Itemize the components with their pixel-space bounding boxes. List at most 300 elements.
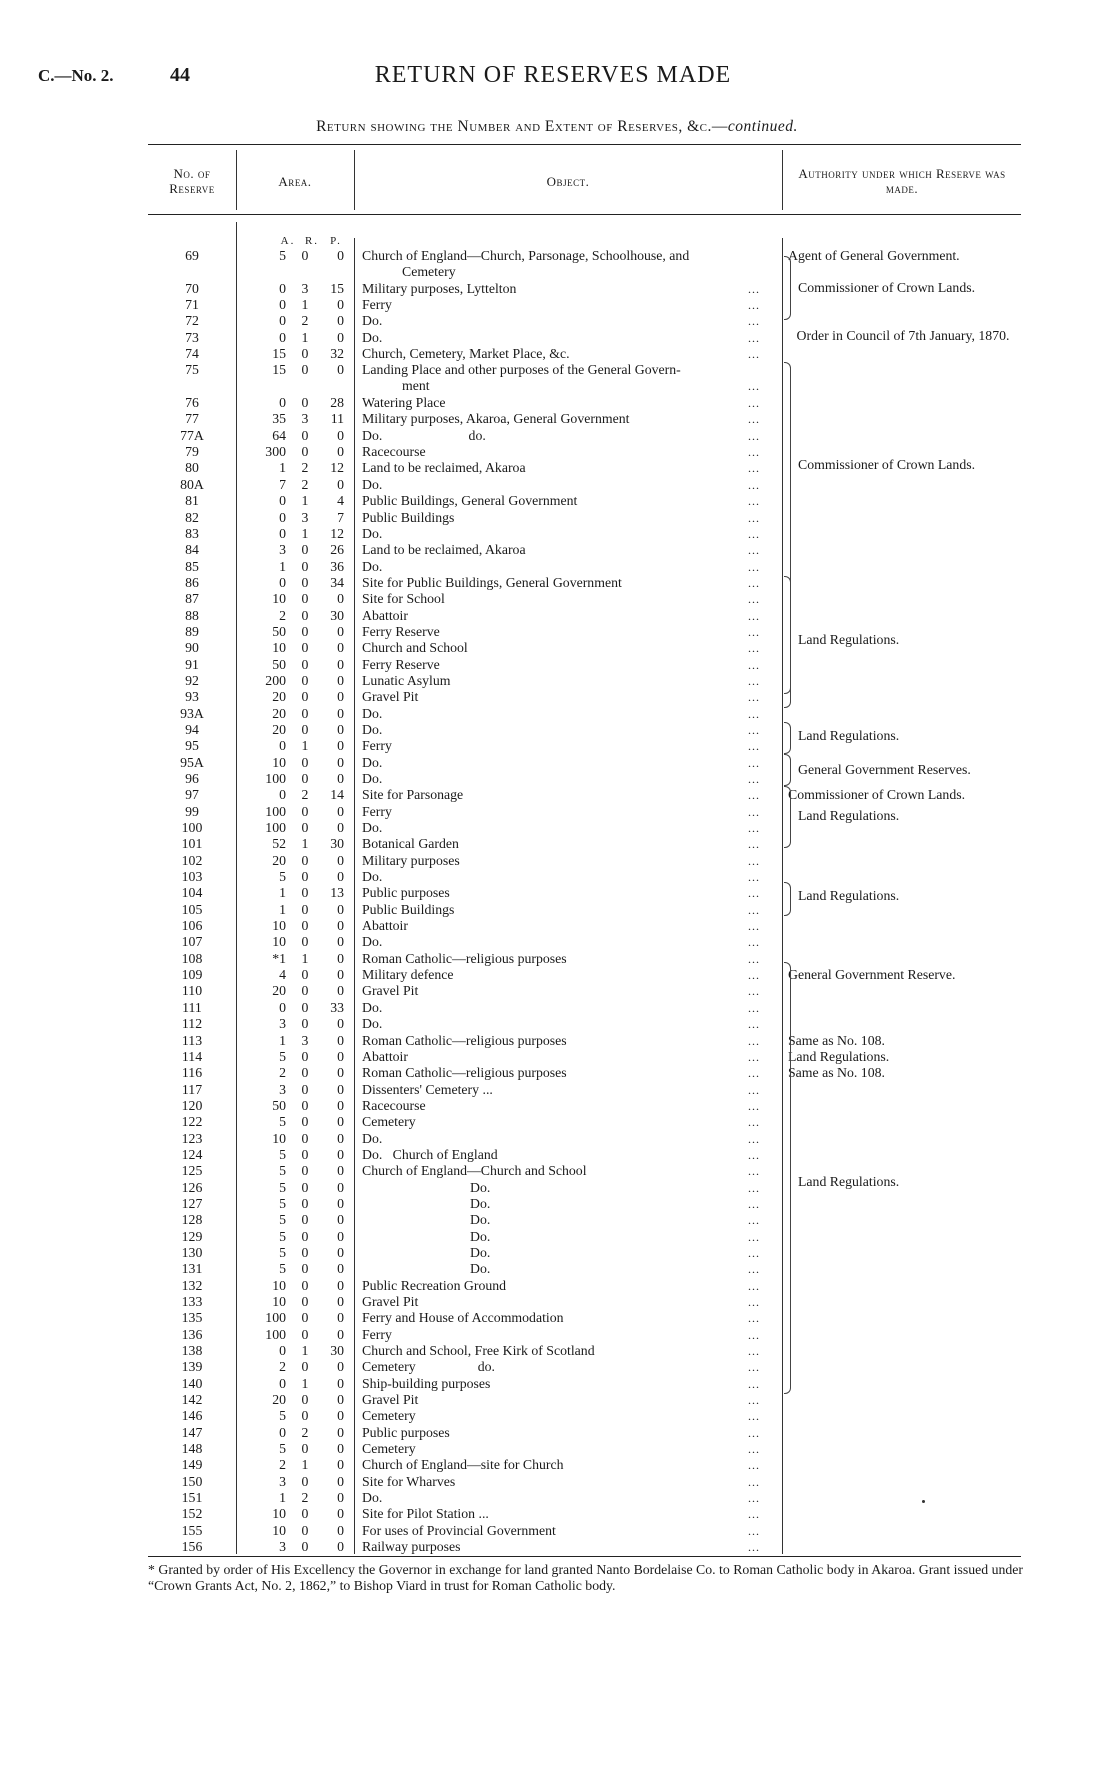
- reserve-object-text: Ferry: [362, 803, 392, 819]
- area-perches: 0: [337, 1130, 344, 1146]
- area-acres: 0: [279, 574, 286, 590]
- grouping-brace: [784, 962, 791, 1394]
- area-acres: 0: [279, 329, 286, 345]
- reserve-object-text: Military purposes, Lyttelton: [362, 280, 517, 296]
- area-perches: 0: [337, 1048, 344, 1064]
- area-acres: 0: [279, 280, 286, 296]
- area-acres: 20: [272, 721, 286, 737]
- area-perches: 13: [330, 885, 344, 901]
- reserve-number: 132: [181, 1277, 203, 1293]
- reserve-object: [362, 1033, 770, 1049]
- reserve-authority: General Government Reserve.: [788, 967, 956, 983]
- grouping-brace: [784, 722, 791, 754]
- table-row: [0, 1261, 1114, 1277]
- reserve-number: 73: [185, 329, 199, 345]
- reserve-number: 123: [181, 1130, 203, 1146]
- area-acres: 15: [272, 346, 286, 362]
- reserve-number: 120: [181, 1097, 203, 1113]
- table-row: [0, 1196, 1114, 1212]
- reserve-object-text: Military purposes: [362, 852, 460, 868]
- area-roods: 1: [301, 297, 309, 313]
- area-units: [276, 235, 348, 247]
- reserve-authority: Same as No. 108.: [788, 1065, 885, 1081]
- table-row: [0, 1016, 1114, 1032]
- reserve-number: 76: [185, 395, 199, 411]
- leader-dots: ...: [748, 853, 760, 868]
- reserve-number: 102: [181, 852, 203, 868]
- area-roods: 2: [301, 1490, 309, 1506]
- area-perches: 0: [337, 1195, 344, 1211]
- area-acres: 10: [272, 591, 286, 607]
- reserve-object: [362, 934, 770, 950]
- area-perches: 0: [337, 1244, 344, 1260]
- reserve-object-text: Gravel Pit: [362, 983, 419, 999]
- area-perches: 0: [337, 1408, 344, 1424]
- leader-dots: ...: [748, 706, 760, 721]
- reserve-number: 149: [181, 1457, 203, 1473]
- reserve-object-text: Do.: [362, 558, 383, 574]
- reserve-object: [362, 1425, 770, 1441]
- reserve-object: [362, 1114, 770, 1130]
- table-row: [0, 297, 1114, 313]
- area-perches: 12: [330, 525, 344, 541]
- reserve-object: [362, 706, 770, 722]
- area-roods: 0: [301, 705, 309, 721]
- table-top-rule: [148, 144, 1021, 145]
- leader-dots: ...: [748, 1474, 760, 1489]
- area-acres: 15: [272, 362, 286, 378]
- area-acres: 20: [272, 852, 286, 868]
- table-row: [0, 1245, 1114, 1261]
- reserve-object-text: Botanical Garden: [362, 836, 459, 852]
- reserve-number: 140: [181, 1375, 203, 1391]
- area-acres: 10: [272, 754, 286, 770]
- reserve-object: [362, 787, 770, 803]
- reserve-number: 95A: [180, 754, 204, 770]
- area-perches: 0: [337, 754, 344, 770]
- reserve-number: 126: [181, 1179, 203, 1195]
- area-perches: 0: [337, 1424, 344, 1440]
- area-perches: 4: [337, 493, 344, 509]
- reserve-number: 130: [181, 1244, 203, 1260]
- reserve-object-text: Do.: [362, 820, 383, 836]
- reserve-object: [362, 1506, 770, 1522]
- area-roods: 0: [301, 1277, 309, 1293]
- area-acres: 200: [265, 672, 286, 688]
- reserve-object: [362, 1212, 770, 1228]
- grouping-brace: [784, 576, 791, 708]
- area-perches: 0: [337, 476, 344, 492]
- reserve-number: 109: [181, 967, 203, 983]
- reserve-object-text: Do. do.: [362, 427, 486, 443]
- reserve-object: [362, 689, 770, 705]
- reserve-object-text: Ferry and House of Accommodation: [362, 1310, 564, 1326]
- area-acres: 0: [279, 1343, 286, 1359]
- area-perches: 36: [330, 558, 344, 574]
- area-roods: 0: [301, 607, 309, 623]
- reserve-object-text: Site for Public Buildings, General Government: [362, 574, 622, 590]
- table-row: [0, 248, 1114, 281]
- area-acres: 5: [279, 1408, 286, 1424]
- area-acres: 100: [265, 771, 286, 786]
- reserve-object-text: For uses of Provincial Government: [362, 1522, 556, 1538]
- reserve-number: 81: [185, 493, 199, 509]
- area-roods: 0: [301, 444, 309, 460]
- area-perches: 7: [337, 509, 344, 525]
- reserve-object: [362, 1523, 770, 1539]
- reserve-object: [362, 281, 770, 297]
- leader-dots: ...: [748, 526, 760, 541]
- table-row: [0, 820, 1114, 836]
- area-perches: 0: [337, 1457, 344, 1473]
- reserve-number: 133: [181, 1294, 203, 1309]
- area-perches: 0: [337, 313, 344, 329]
- authority-group-label: Land Regulations.: [798, 1174, 900, 1189]
- leader-dots: ...: [748, 1082, 760, 1097]
- reserve-object: [362, 1163, 770, 1179]
- authority-group-label: Land Regulations.: [798, 808, 900, 823]
- table-row: [0, 559, 1114, 575]
- area-perches: 0: [337, 967, 344, 983]
- area-roods: 0: [301, 1212, 309, 1228]
- area-roods: 0: [301, 1359, 309, 1375]
- table-row: [0, 934, 1114, 950]
- reserve-object: [362, 444, 770, 460]
- reserve-number: 70: [185, 280, 199, 296]
- reserve-number: 139: [181, 1359, 203, 1375]
- reserve-object: [362, 1294, 770, 1310]
- reserve-object: [362, 1359, 770, 1375]
- area-perches: 28: [330, 395, 344, 411]
- reserve-object-text: Watering Place: [362, 395, 446, 411]
- reserve-number: 89: [185, 623, 199, 639]
- area-perches: 0: [337, 297, 344, 313]
- area-perches: 0: [337, 950, 344, 966]
- table-row: [0, 591, 1114, 607]
- reserve-object: [362, 1539, 770, 1555]
- print-speck: [922, 1500, 925, 1503]
- leader-dots: ...: [748, 298, 760, 313]
- area-acres: 50: [272, 656, 286, 672]
- reserve-object: [362, 967, 770, 983]
- leader-dots: ...: [748, 837, 760, 852]
- area-acres: 35: [272, 411, 286, 427]
- area-roods: 0: [301, 918, 309, 934]
- table-row: [0, 983, 1114, 999]
- reserve-number: 155: [181, 1522, 203, 1538]
- area-acres: 10: [272, 934, 286, 950]
- reserve-object: [362, 510, 770, 526]
- area-acres: 0: [279, 787, 286, 803]
- leader-dots: ...: [748, 314, 760, 329]
- leader-dots: ...: [748, 412, 760, 427]
- leader-dots: ...: [748, 1442, 760, 1457]
- reserve-object: [362, 836, 770, 852]
- reserve-object: [362, 885, 770, 901]
- table-row: [0, 526, 1114, 542]
- leader-dots: ...: [748, 935, 760, 950]
- unit-perches: P.: [330, 235, 342, 247]
- authority-group-label: Land Regulations.: [798, 728, 900, 743]
- table-row: [0, 1163, 1114, 1179]
- reserve-object-text: Do.: [470, 1179, 491, 1195]
- reserve-number: 125: [181, 1163, 203, 1179]
- column-header-authority: Authority under which Reserve was made.: [798, 166, 1006, 196]
- area-perches: 0: [337, 362, 344, 378]
- reserve-number: 94: [185, 721, 199, 737]
- reserve-object-text: Public purposes: [362, 885, 450, 901]
- reserve-object-text: Do.: [362, 934, 383, 950]
- reserve-object-text: Do.: [362, 754, 383, 770]
- table-row: [0, 1474, 1114, 1490]
- area-roods: 1: [301, 950, 309, 966]
- leader-dots: ...: [748, 1196, 760, 1211]
- reserve-object-text: Do.: [362, 721, 383, 737]
- table-row: [0, 706, 1114, 722]
- table-row: [0, 738, 1114, 754]
- reserve-number: 105: [181, 901, 203, 917]
- area-roods: 0: [301, 934, 309, 950]
- page-title: RETURN OF RESERVES MADE: [374, 62, 732, 88]
- leader-dots: ...: [748, 690, 760, 705]
- area-acres: 5: [279, 869, 286, 885]
- area-acres: 0: [279, 395, 286, 411]
- reserve-number: 95: [185, 738, 199, 754]
- reserve-number: 124: [181, 1146, 203, 1162]
- grouping-brace: [784, 882, 791, 916]
- table-row: [0, 346, 1114, 362]
- area-perches: 15: [330, 280, 344, 296]
- area-roods: 0: [301, 362, 309, 378]
- area-roods: 0: [301, 1261, 309, 1277]
- area-roods: 3: [301, 1032, 309, 1048]
- reserve-number: 110: [181, 983, 203, 999]
- reserve-object: [362, 853, 770, 869]
- reserve-object-text: Abattoir: [362, 1048, 408, 1064]
- table-row: [0, 1049, 1114, 1065]
- reserve-object-text: Ferry: [362, 1326, 392, 1342]
- area-roods: 0: [301, 1326, 309, 1342]
- table-row: [0, 1278, 1114, 1294]
- area-roods: 1: [301, 1457, 309, 1473]
- area-perches: 0: [337, 1441, 344, 1457]
- reserve-object: [362, 869, 770, 885]
- reserve-object: [362, 722, 770, 738]
- table-row: [0, 395, 1114, 411]
- reserve-number: 80A: [180, 476, 204, 492]
- table-row: [0, 689, 1114, 705]
- reserve-object-text: Church and School: [362, 640, 468, 656]
- area-roods: 2: [301, 313, 309, 329]
- reserve-object-text: Do.: [362, 1130, 383, 1146]
- reserve-object-text: Lunatic Asylum: [362, 672, 451, 688]
- area-acres: 0: [279, 525, 286, 541]
- reserve-object-text: Church and School, Free Kirk of Scotland: [362, 1343, 595, 1359]
- area-perches: 0: [337, 1310, 344, 1326]
- reserve-object-continuation: Cemetery: [402, 264, 456, 279]
- leader-dots: ...: [748, 559, 760, 574]
- reserve-object-text: Church of England—Church and School: [362, 1163, 587, 1179]
- reserve-number: 101: [181, 836, 203, 852]
- reserve-object-text: Do.: [470, 1244, 491, 1260]
- reserve-number: 117: [181, 1081, 203, 1097]
- area-perches: 0: [337, 1097, 344, 1113]
- area-acres: 1: [279, 460, 286, 476]
- area-perches: 0: [337, 1392, 344, 1408]
- reserve-number: 103: [181, 869, 203, 885]
- reserve-object: [362, 902, 770, 918]
- leader-dots: ...: [748, 1115, 760, 1130]
- leader-dots: ...: [748, 1409, 760, 1424]
- leader-dots: ...: [748, 1278, 760, 1293]
- area-perches: 0: [337, 705, 344, 721]
- authority-group-label: Land Regulations.: [798, 632, 900, 647]
- area-roods: 0: [301, 852, 309, 868]
- leader-dots: ...: [748, 461, 760, 476]
- area-roods: 0: [301, 1130, 309, 1146]
- area-perches: 0: [337, 1359, 344, 1375]
- leader-dots: ...: [748, 1360, 760, 1375]
- leader-dots: ...: [748, 984, 760, 999]
- leader-dots: ...: [748, 788, 760, 803]
- area-acres: 5: [279, 1212, 286, 1228]
- leader-dots: ...: [748, 1213, 760, 1228]
- reserve-object: [362, 624, 770, 640]
- reserve-number: 91: [185, 656, 199, 672]
- reserve-object: [362, 411, 770, 427]
- reserve-object-text: Do.: [362, 476, 383, 492]
- area-perches: 30: [330, 607, 344, 623]
- reserve-object: [362, 1229, 770, 1245]
- reserve-number: 148: [181, 1441, 203, 1457]
- area-acres: 0: [279, 1424, 286, 1440]
- table-row: [0, 428, 1114, 444]
- reserve-object-text: Public purposes: [362, 1424, 450, 1440]
- area-roods: 1: [301, 1343, 309, 1359]
- area-acres: 50: [272, 623, 286, 639]
- leader-dots: ...: [748, 673, 760, 688]
- reserve-object: [362, 1196, 770, 1212]
- area-perches: 0: [337, 1473, 344, 1489]
- area-roods: 0: [301, 1441, 309, 1457]
- reserve-object: [362, 248, 770, 280]
- leader-dots: ...: [748, 428, 760, 443]
- area-perches: 0: [337, 1490, 344, 1506]
- reserve-number: 80: [185, 460, 199, 476]
- reserve-object: [362, 1457, 770, 1473]
- area-roods: 0: [301, 885, 309, 901]
- area-perches: 0: [337, 427, 344, 443]
- leader-dots: ...: [748, 722, 760, 737]
- table-subtitle: [0, 118, 1114, 136]
- reserve-object: [362, 1016, 770, 1032]
- subtitle-continued: continued.: [727, 118, 798, 135]
- table-row: [0, 787, 1114, 803]
- area-perches: 0: [337, 689, 344, 705]
- area-acres: 7: [279, 476, 286, 492]
- table-row: [0, 967, 1114, 983]
- area-roods: 0: [301, 656, 309, 672]
- reserve-object: [362, 1474, 770, 1490]
- area-perches: 0: [337, 901, 344, 917]
- area-roods: 0: [301, 1506, 309, 1522]
- reserve-object-text: Do.: [470, 1195, 491, 1211]
- reserve-object-text: Do.: [470, 1228, 491, 1244]
- unit-roods: R.: [304, 235, 320, 247]
- reserve-object: [362, 395, 770, 411]
- area-roods: 0: [301, 427, 309, 443]
- reserve-object: [362, 1310, 770, 1326]
- reserve-number: 146: [181, 1408, 203, 1424]
- area-roods: 0: [301, 248, 309, 263]
- reserve-object: [362, 1180, 770, 1196]
- table-row: [0, 1114, 1114, 1130]
- area-acres: 5: [279, 1179, 286, 1195]
- table-row: [0, 1082, 1114, 1098]
- reserve-object-text: Ship-building purposes: [362, 1375, 491, 1391]
- area-acres: 20: [272, 1392, 286, 1408]
- area-roods: 0: [301, 1048, 309, 1064]
- leader-dots: ...: [748, 821, 760, 836]
- area-perches: 0: [337, 1261, 344, 1277]
- area-acres: 0: [279, 509, 286, 525]
- table-row: [0, 1294, 1114, 1310]
- reserve-object-text: Railway purposes: [362, 1539, 461, 1555]
- area-perches: 0: [337, 934, 344, 950]
- area-acres: 4: [279, 967, 286, 983]
- table-row: [0, 640, 1114, 656]
- reserve-object: [362, 362, 770, 394]
- reserve-number: 72: [185, 313, 199, 329]
- table-row: [0, 1506, 1114, 1522]
- area-acres: 3: [279, 1539, 286, 1555]
- table-row: [0, 493, 1114, 509]
- reserve-object-text: Roman Catholic—religious purposes: [362, 950, 567, 966]
- leader-dots: ...: [748, 1327, 760, 1342]
- reserve-object-text: Public Buildings: [362, 901, 455, 917]
- leader-dots: ...: [748, 281, 760, 296]
- area-roods: 0: [301, 820, 309, 836]
- page-number: 44: [170, 64, 190, 86]
- table-row: [0, 608, 1114, 624]
- reserve-number: 100: [181, 820, 203, 836]
- page-header: [38, 62, 1068, 96]
- reserve-number: 97: [185, 787, 199, 803]
- reserve-object-text: Do.: [362, 771, 383, 786]
- area-perches: 0: [337, 329, 344, 345]
- reserve-object-text: Racecourse: [362, 1097, 426, 1113]
- leader-dots: ...: [748, 477, 760, 492]
- reserve-number: 84: [185, 542, 199, 558]
- leader-dots: ...: [748, 510, 760, 525]
- leader-dots: ...: [748, 624, 760, 639]
- area-roods: 1: [301, 1375, 309, 1391]
- reserve-object-text: Do.: [470, 1212, 491, 1228]
- reserve-object: [362, 1392, 770, 1408]
- area-acres: 10: [272, 1522, 286, 1538]
- area-perches: 0: [337, 444, 344, 460]
- area-roods: 0: [301, 1228, 309, 1244]
- area-acres: 100: [265, 1326, 286, 1342]
- reserve-number: 112: [181, 1016, 203, 1032]
- leader-dots: ...: [748, 968, 760, 983]
- reserve-number: 114: [181, 1048, 203, 1064]
- leader-dots: ...: [748, 379, 760, 394]
- table-row: [0, 1343, 1114, 1359]
- leader-dots: ...: [748, 1262, 760, 1277]
- area-perches: 0: [337, 640, 344, 656]
- leader-dots: ...: [748, 1376, 760, 1391]
